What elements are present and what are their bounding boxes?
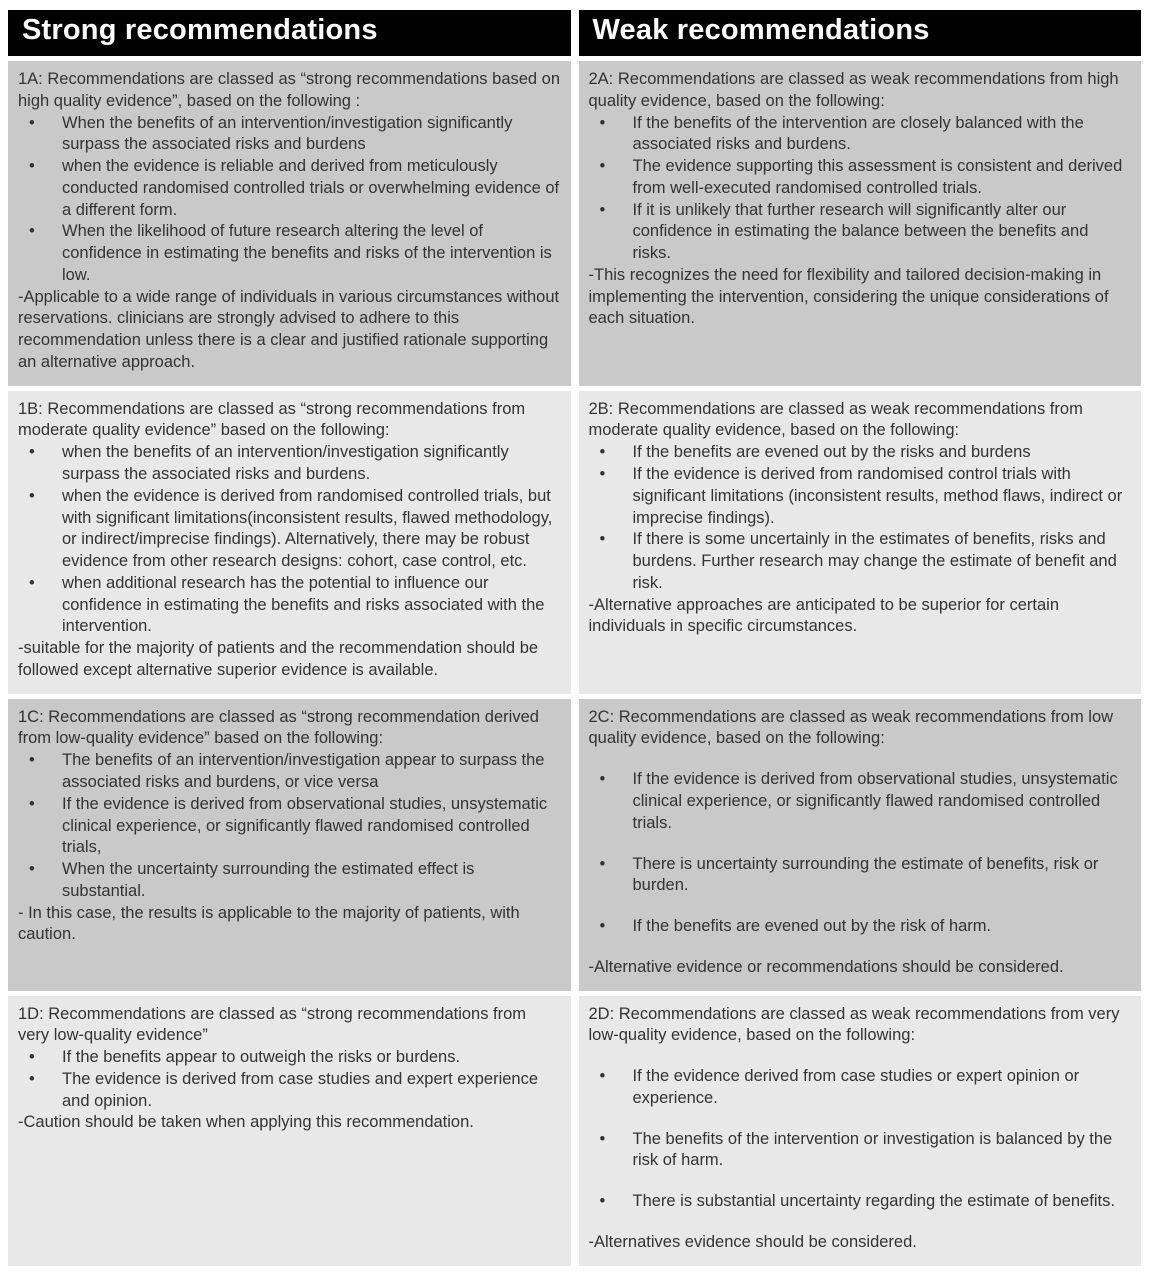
bullet-item [589, 854, 1132, 898]
bullet-item [18, 113, 561, 157]
bullet-item [18, 859, 561, 903]
bullet-item [589, 113, 1132, 157]
bullet-icon: • [599, 1129, 606, 1148]
bullet-text: The benefits of an intervention/investigation appear to surpass the associated risks and burdens, or vice versa [62, 751, 545, 791]
cell-1c-note: - In this case, the results is applicable to the majority of patients, with caution. [18, 903, 520, 944]
cell-1a-bullet-list [18, 113, 561, 287]
cell-1d [8, 996, 571, 1266]
cell-2b-intro: 2B: Recommendations are classed as weak recommendations from moderate quality evidence, based on the following: [588, 399, 1083, 440]
cell-1b [8, 391, 571, 694]
bullet-text: If the benefits of the intervention are closely balanced with the associated risks and burdens. [632, 113, 1084, 154]
bullet-icon: • [29, 1048, 35, 1067]
cell-1a-intro: 1A: Recommendations are classed as “strong recommendations based on high quality evidence”, based on the following : [18, 70, 561, 110]
bullet-text: There is uncertainty surrounding the estimate of benefits, risk or burden. [632, 854, 1099, 895]
cell-2a [579, 61, 1142, 386]
cell-2a-bullet-list [589, 113, 1132, 265]
bullet-text: If the benefits are evened out by the risks and burdens [632, 443, 1031, 462]
bullet-icon: • [599, 113, 606, 132]
bullet-icon: • [29, 113, 35, 132]
cell-1d-note: -Caution should be taken when applying this recommendation. [18, 1113, 474, 1132]
bullet-item [18, 156, 561, 221]
bullet-text: If the evidence is derived from observational studies, unsystematic clinical experience, or significantly flawed randomised controlled trials, [62, 794, 548, 857]
bullet-text: If there is some uncertainly in the estimates of benefits, risks and burdens. Further research may change the estimate of benefit and risk. [632, 530, 1117, 592]
bullet-icon: • [599, 1192, 606, 1211]
bullet-icon: • [29, 860, 35, 879]
cell-1a [8, 61, 571, 386]
bullet-text: When the likelihood of future research altering the level of confidence in estimating the benefits and risks of the intervention is low. [62, 222, 552, 284]
bullet-text: If it is unlikely that further research will significantly alter our confidence in estimating the balance between the benefits and risks. [632, 200, 1089, 263]
bullet-text: The evidence supporting this assessment is consistent and derived from well-executed randomised controlled trials. [632, 157, 1123, 197]
bullet-icon: • [599, 530, 606, 549]
bullet-item [589, 200, 1132, 265]
bullet-item [18, 442, 561, 486]
bullet-icon: • [599, 443, 606, 462]
cell-2d-intro: 2D: Recommendations are classed as weak recommendations from very low-quality evidence, based on the following: [588, 1004, 1120, 1045]
bullet-item [18, 486, 561, 573]
bullet-text: If the evidence derived from case studies or expert opinion or experience. [632, 1067, 1080, 1107]
cell-2b-bullet-list [589, 442, 1132, 594]
bullet-item [18, 1069, 561, 1113]
table-header-row [8, 10, 1141, 56]
bullet-item [589, 156, 1132, 200]
table-row-a [8, 61, 1141, 386]
cell-1a-note: -Applicable to a wide range of individuals in various circumstances without reservations. clinicians are strongly advised to adhere to this recommendation unless there is a clear and justified rationale supporting an alternative approach. [18, 287, 560, 371]
cell-1d-bullet-list [18, 1047, 561, 1112]
bullet-item [18, 1047, 561, 1069]
bullet-icon: • [599, 157, 606, 176]
cell-2a-note: -This recognizes the need for flexibility and tailored decision-making in implementing the intervention, considering the unique considerations of each situation. [588, 265, 1109, 328]
bullet-icon: • [599, 770, 606, 789]
cell-2c-bullet-list [589, 769, 1132, 938]
bullet-icon: • [599, 854, 606, 873]
cell-1b-note: -suitable for the majority of patients and the recommendation should be followed except alternative superior evidence is available. [18, 639, 539, 679]
bullet-item [18, 750, 561, 794]
cell-1c-bullet-list [18, 750, 561, 902]
cell-2d-bullet-list [589, 1066, 1132, 1213]
cell-1b-bullet-list [18, 442, 561, 638]
bullet-icon: • [29, 751, 35, 770]
bullet-text: There is substantial uncertainty regarding the estimate of benefits. [632, 1192, 1115, 1211]
bullet-text: If the benefits appear to outweigh the risks or burdens. [62, 1048, 461, 1067]
bullet-icon: • [29, 1069, 35, 1088]
table-row-d [8, 996, 1141, 1266]
bullet-item [589, 442, 1132, 464]
bullet-item [589, 1129, 1132, 1173]
bullet-text: When the benefits of an intervention/investigation significantly surpass the associated risks and burdens [62, 113, 513, 154]
bullet-text: If the benefits are evened out by the risk of harm. [632, 917, 992, 936]
cell-2b-note: -Alternative approaches are anticipated to be superior for certain individuals in specific circumstances. [588, 595, 1060, 636]
bullet-icon: • [29, 794, 35, 813]
cell-2c-note: -Alternative evidence or recommendations should be considered. [588, 957, 1064, 976]
bullet-text: When the uncertainty surrounding the estimated effect is substantial. [62, 860, 475, 900]
bullet-item [589, 1066, 1132, 1110]
cell-1d-intro: 1D: Recommendations are classed as “strong recommendations from very low-quality evidence” [18, 1004, 527, 1045]
bullet-icon: • [599, 917, 606, 936]
bullet-item [589, 769, 1132, 834]
column-header-weak: Weak recommendations [579, 10, 1142, 56]
bullet-text: If the evidence is derived from randomised control trials with significant limitations (inconsistent results, method flaws, indirect or imprecise findings). [632, 465, 1123, 527]
bullet-text: The benefits of the intervention or investigation is balanced by the risk of harm. [632, 1129, 1113, 1170]
cell-2d-note: -Alternatives evidence should be considered. [588, 1232, 917, 1251]
table-row-b [8, 391, 1141, 694]
bullet-text: If the evidence is derived from observational studies, unsystematic clinical experience, or significantly flawed randomised controlled trials. [632, 770, 1118, 832]
bullet-icon: • [29, 222, 35, 241]
column-header-strong: Strong recommendations [8, 10, 571, 56]
bullet-item [18, 221, 561, 286]
cell-2a-intro: 2A: Recommendations are classed as weak recommendations from high quality evidence, based on the following: [588, 70, 1119, 110]
cell-1c-intro: 1C: Recommendations are classed as “strong recommendation derived from low-quality evidence” based on the following: [18, 707, 539, 748]
bullet-text: when the benefits of an intervention/investigation significantly surpass the associated risks and burdens. [62, 443, 509, 484]
bullet-icon: • [29, 157, 35, 176]
bullet-icon: • [29, 443, 35, 462]
bullet-item [589, 464, 1132, 529]
bullet-icon: • [29, 573, 35, 592]
bullet-text: when the evidence is reliable and derived from meticulously conducted randomised controlled trials or overwhelming evidence of a different form. [62, 157, 560, 219]
cell-2d [579, 996, 1142, 1266]
bullet-item [18, 794, 561, 859]
cell-1b-intro: 1B: Recommendations are classed as “strong recommendations from moderate quality evidence” based on the following: [18, 399, 526, 440]
bullet-item [589, 529, 1132, 594]
table-row-c [8, 699, 1141, 991]
bullet-text: The evidence is derived from case studies and expert experience and opinion. [62, 1069, 539, 1110]
bullet-item [589, 916, 1132, 938]
bullet-icon: • [599, 1067, 606, 1086]
bullet-icon: • [599, 465, 606, 484]
bullet-item [589, 1191, 1132, 1213]
bullet-text: when additional research has the potential to influence our confidence in estimating the benefits and risks associated with the intervention. [62, 573, 545, 636]
cell-2c-intro: 2C: Recommendations are classed as weak recommendations from low quality evidence, based on the following: [588, 707, 1114, 748]
bullet-icon: • [599, 200, 606, 219]
cell-1c [8, 699, 571, 991]
bullet-text: when the evidence is derived from randomised controlled trials, but with significant limitations(inconsistent results, flawed methodology, or indirect/imprecise findings). Alternatively, there may be robust evidence from other research designs: cohort, case control, etc. [62, 486, 553, 571]
cell-2c [579, 699, 1142, 991]
cell-2b [579, 391, 1142, 694]
bullet-item [18, 573, 561, 638]
bullet-icon: • [29, 486, 35, 505]
